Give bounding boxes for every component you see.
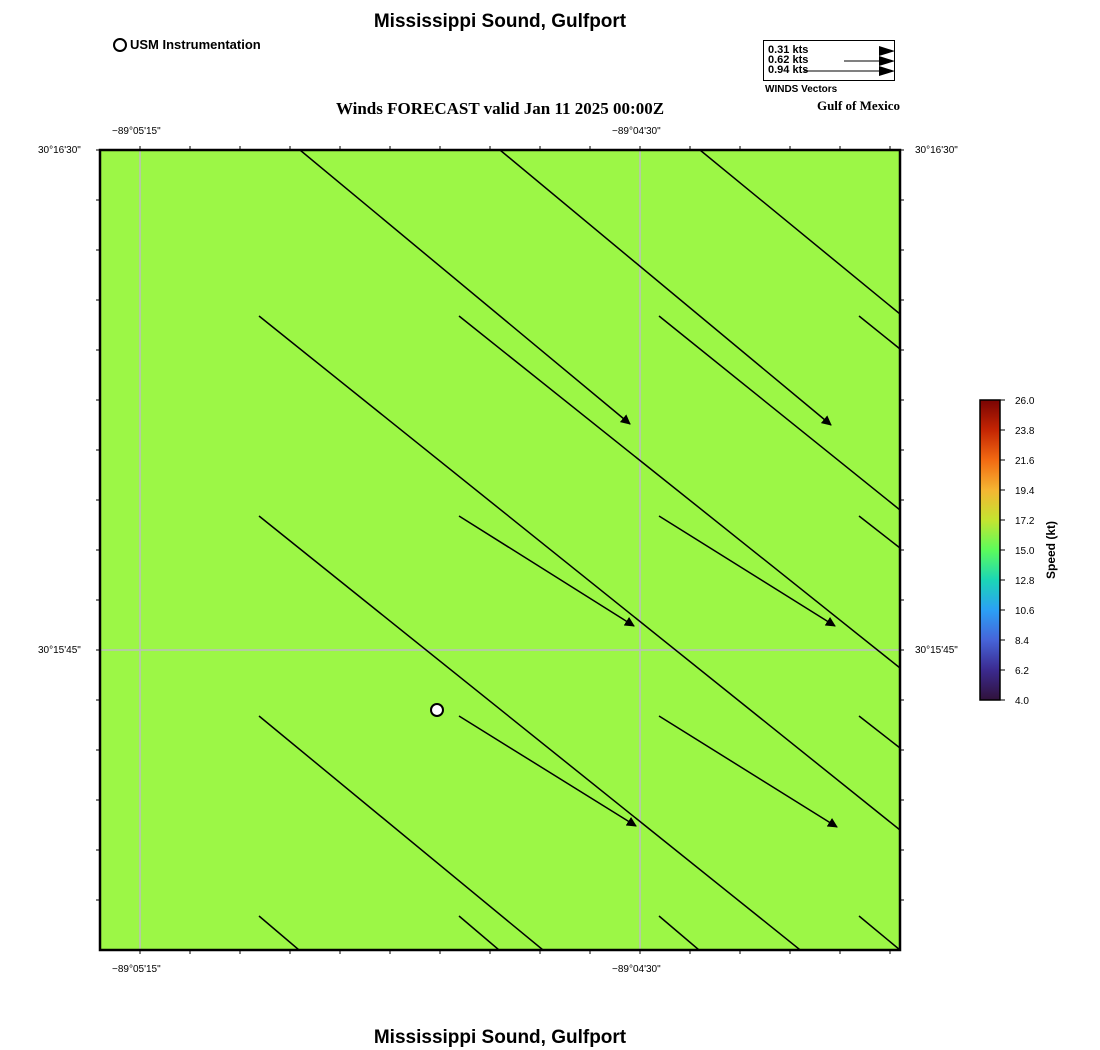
bottom-title: Mississippi Sound, Gulfport [373,1027,627,1048]
station-marker-icon[interactable] [431,704,443,716]
lon-label-top-2: −89°04'30" [612,126,661,137]
vector-legend-row-1: 0.31 kts [768,44,809,56]
map-title: Mississippi Sound, Gulfport [373,11,627,32]
lat-label-right-1: 30°16'30" [915,145,958,156]
lat-label-left-2: 30°15'45" [38,645,81,656]
vector-legend-row-2: 0.62 kts [768,54,809,66]
colorbar-tick-label: 17.2 [1015,516,1035,527]
colorbar-tick-label: 15.0 [1015,546,1035,557]
vector-legend-row-3: 0.94 kts [768,64,809,76]
colorbar-tick-label: 8.4 [1015,636,1029,647]
colorbar-tick-label: 6.2 [1015,666,1029,677]
lon-label-top-1: −89°05'15" [112,126,161,137]
colorbar-tick-label: 12.8 [1015,576,1035,587]
station-legend-label: USM Instrumentation [130,37,261,52]
colorbar-tick-label: 19.4 [1015,486,1035,497]
colorbar-tick-label: 23.8 [1015,426,1035,437]
map-surface [100,150,900,950]
lat-label-left-1: 30°16'30" [38,145,81,156]
lon-label-bottom-2: −89°04'30" [612,964,661,975]
lat-label-right-2: 30°15'45" [915,645,958,656]
colorbar [980,400,1000,700]
colorbar-labels [1015,396,1035,707]
forecast-label: Winds FORECAST valid Jan 11 2025 00:00Z [335,99,665,118]
colorbar-tick-label: 21.6 [1015,456,1035,467]
colorbar-tick-label: 4.0 [1015,696,1029,707]
vector-legend-caption: WINDS Vectors [765,84,838,95]
colorbar-title: Speed (kt) [1044,520,1058,580]
region-label: Gulf of Mexico [816,98,900,113]
lon-label-bottom-1: −89°05'15" [112,964,161,975]
colorbar-tick-label: 26.0 [1015,396,1035,407]
colorbar-tick-label: 10.6 [1015,606,1035,617]
